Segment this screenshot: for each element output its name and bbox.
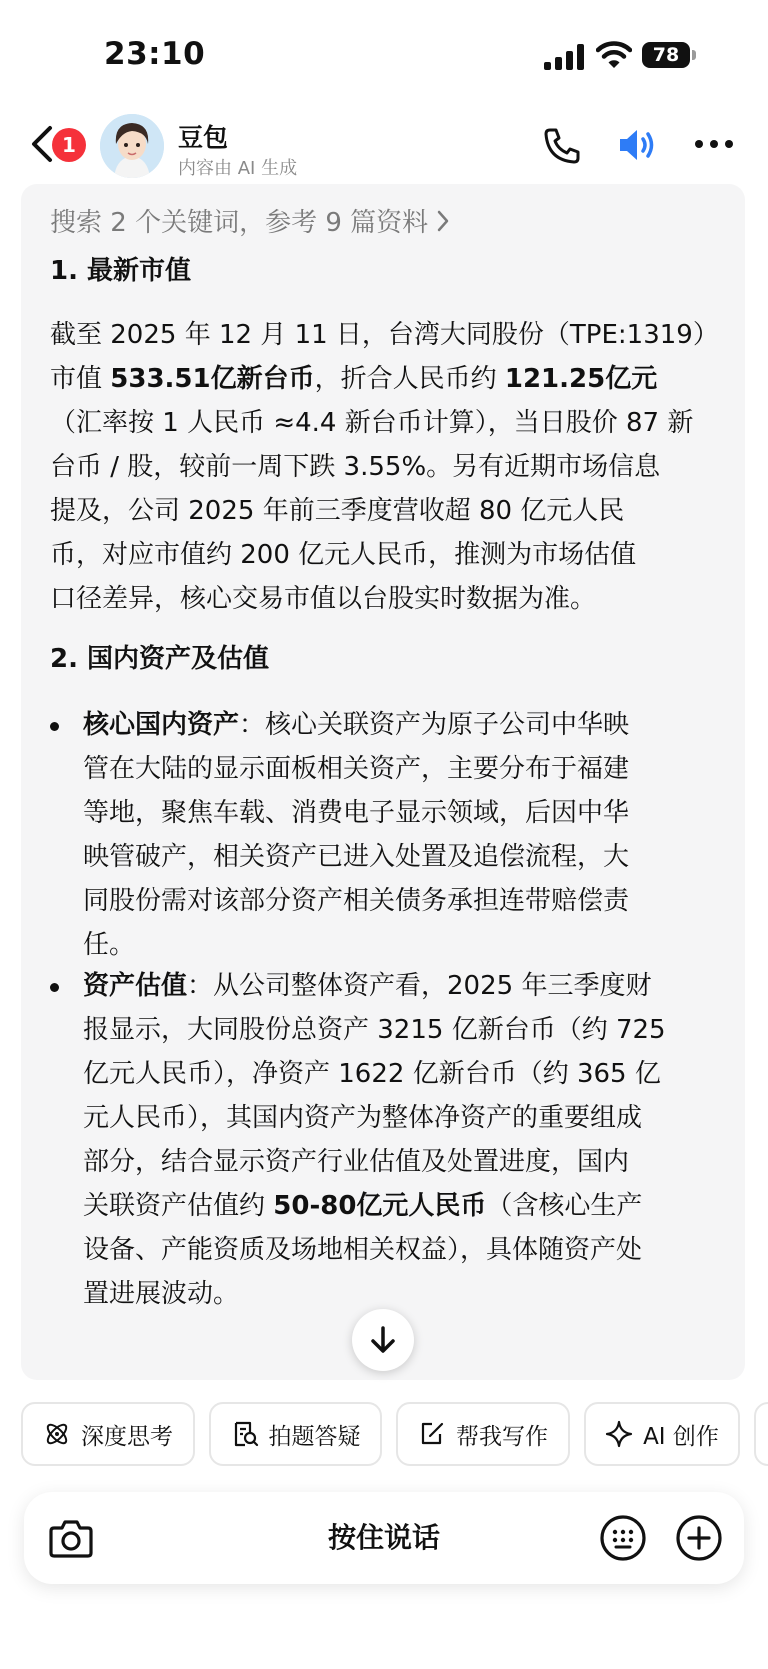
more-options-icon[interactable]: [694, 132, 734, 156]
more-chip-partial[interactable]: [754, 1402, 768, 1466]
chip-label: 帮我写作: [456, 1423, 548, 1450]
edit-icon: [418, 1420, 446, 1448]
asset-valuation-text: 资产估值：从公司整体资产看，2025 年三季度财 报显示，大同股份总资产 3215 亿新台币（约 725 亿元人民币），净资产 1622 亿新台币（约 365 亿 元人民币），其国内资产为整体净资产的重要组成 部分，结合显示资产行业估值及处置进度，国内 关联资产估值约 50-80亿元人民币（含核心生产 设备、产能资质及场地相关权益），具体随资产处 置进展波动。: [83, 971, 666, 1309]
bullet-dot: [50, 983, 59, 992]
cellular-signal-icon: [544, 44, 584, 70]
bot-avatar[interactable]: [100, 114, 164, 178]
chip-label: 深度思考: [81, 1423, 173, 1450]
scan-question-button[interactable]: [209, 1402, 382, 1466]
voice-input-bar: [24, 1492, 744, 1584]
ai-generated-note: 内容由 AI 生成: [178, 158, 298, 179]
wifi-icon: [596, 40, 632, 70]
atom-icon: [43, 1420, 71, 1448]
camera-icon[interactable]: [48, 1516, 94, 1560]
chip-label: 拍题答疑: [268, 1423, 361, 1450]
bullet-dot: [50, 722, 59, 731]
quick-actions-row: [0, 1402, 768, 1468]
help-write-button[interactable]: [396, 1402, 570, 1466]
phone-call-icon[interactable]: [542, 126, 582, 166]
deep-thinking-button[interactable]: [21, 1402, 195, 1466]
status-bar: [0, 0, 768, 110]
scroll-to-bottom-button[interactable]: [352, 1309, 414, 1371]
scan-question-icon: [231, 1420, 259, 1448]
search-references-link[interactable]: [50, 202, 450, 239]
chip-label: AI 创作: [643, 1423, 719, 1450]
core-domestic-assets-text: 核心国内资产：核心关联资产为原子公司中华映 管在大陆的显示面板相关资产，主要分布于福建 等地，聚焦车载、消费电子显示领域，后因中华 映管破产，相关资产已进入处置及追偿流程，大 同股份需对该部分资产相关债务承担连带赔偿责 任。: [83, 710, 630, 960]
ai-create-button[interactable]: [584, 1402, 740, 1466]
sparkle-icon: [605, 1420, 633, 1448]
ai-message-bubble: [21, 184, 745, 1380]
chevron-right-icon: [436, 209, 450, 233]
avatar-portrait-icon: [100, 114, 164, 178]
battery-percent: 78: [652, 44, 680, 66]
section-title-domestic-assets: 2. 国内资产及估值: [50, 644, 270, 674]
bullet-label: 核心国内资产: [83, 710, 240, 740]
battery-icon: [642, 42, 696, 70]
unread-badge: 1: [52, 128, 86, 162]
section-title-market-value: 1. 最新市值: [50, 256, 192, 286]
bullet-label: 资产估值: [83, 971, 188, 1001]
bot-name[interactable]: 豆包: [178, 123, 229, 152]
market-value-paragraph: 截至 2025 年 12 月 11 日，台湾大同股份（TPE:1319） 市值 533.51亿新台币，折合人民币约 121.25亿元 （汇率按 1 人民币 ≈4.4 新台币计算），当日股价 87 新 台币 / 股，较前一周下跌 3.55%。另有近期市场信息 提及，公司 2025 年前三季度营收超 80 亿元人民 币，对应市值约 200 亿元人民币，推测为市场估值 口径差异，核心交易市值以台股实时数据为准。: [50, 320, 719, 614]
hold-to-talk-button[interactable]: 按住说话: [327, 1521, 440, 1554]
chat-header: [0, 110, 768, 190]
arrow-down-icon: [369, 1325, 397, 1355]
keyboard-icon[interactable]: [598, 1513, 648, 1563]
status-time: 23:10: [104, 36, 206, 72]
search-references-text: 搜索 2 个关键词，参考 9 篇资料: [50, 208, 429, 238]
plus-icon[interactable]: [674, 1513, 724, 1563]
speaker-icon[interactable]: [616, 124, 658, 166]
